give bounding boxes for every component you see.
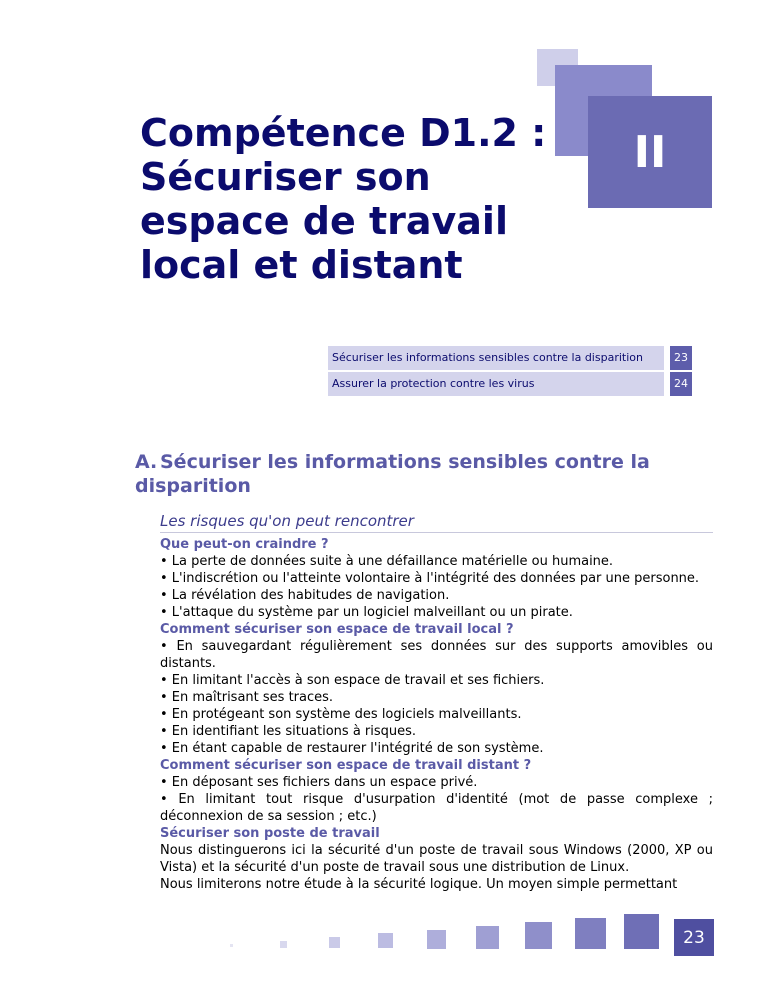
list-item: • En étant capable de restaurer l'intégrité de son système. xyxy=(160,741,544,756)
list-item: • En limitant l'accès à son espace de travail et ses fichiers. xyxy=(160,673,545,688)
list-item: • En protégeant son système des logiciels malveillants. xyxy=(160,707,522,722)
footer-square xyxy=(624,914,659,949)
list-item: • La perte de données suite à une défaillance matérielle ou humaine. xyxy=(160,554,614,569)
list-item: • En déposant ses fichiers dans un espace privé. xyxy=(160,775,478,790)
footer-square xyxy=(575,918,606,949)
list-item: • L'attaque du système par un logiciel malveillant ou un pirate. xyxy=(160,605,573,620)
page-number: 23 xyxy=(674,919,714,956)
chapter-number: II xyxy=(633,126,667,178)
footer-square xyxy=(427,930,446,949)
list-item: • En identifiant les situations à risques. xyxy=(160,724,417,739)
list-item: • En sauvegardant régulièrement ses données sur des supports amovibles ou distants. xyxy=(160,639,713,671)
paragraph: Nous limiterons notre étude à la sécurité logique. Un moyen simple permettant xyxy=(160,877,678,892)
question-heading: Comment sécuriser son espace de travail local ? xyxy=(160,622,514,637)
list-item: • L'indiscrétion ou l'atteinte volontaire à l'intégrité des données par une personne. xyxy=(160,571,700,586)
footer-square xyxy=(280,941,287,948)
footer-square xyxy=(329,937,340,948)
body-text xyxy=(160,536,713,893)
section-letter: A. xyxy=(135,451,158,473)
table-of-contents xyxy=(328,346,692,398)
section-heading xyxy=(135,450,695,498)
toc-row[interactable] xyxy=(328,372,692,396)
paragraph: Nous distinguerons ici la sécurité d'un poste de travail sous Windows (2000, XP ou Vista) et la sécurité d'un poste de travail sous une distribution de Linux. xyxy=(160,843,713,875)
footer-square xyxy=(476,926,499,949)
question-heading: Comment sécuriser son espace de travail distant ? xyxy=(160,758,532,773)
list-item: • En maîtrisant ses traces. xyxy=(160,690,334,705)
list-item: • En limitant tout risque d'usurpation d'identité (mot de passe complexe ; déconnexion de sa session ; etc.) xyxy=(160,792,713,824)
subheading: Les risques qu'on peut rencontrer xyxy=(160,512,713,533)
question-heading: Que peut-on craindre ? xyxy=(160,537,329,552)
toc-page: 24 xyxy=(670,372,692,396)
toc-label[interactable]: Assurer la protection contre les virus xyxy=(328,372,664,396)
footer-square xyxy=(230,944,233,947)
footer-square xyxy=(378,933,393,948)
list-item: • La révélation des habitudes de navigation. xyxy=(160,588,450,603)
toc-label[interactable]: Sécuriser les informations sensibles contre la disparition xyxy=(328,346,664,370)
question-heading: Sécuriser son poste de travail xyxy=(160,826,380,841)
toc-row[interactable] xyxy=(328,346,692,370)
footer-square xyxy=(525,922,552,949)
chapter-title: Compétence D1.2 : Sécuriser son espace de travail local et distant xyxy=(140,111,547,287)
section-title: Sécuriser les informations sensibles contre la disparition xyxy=(135,451,650,497)
toc-page: 23 xyxy=(670,346,692,370)
